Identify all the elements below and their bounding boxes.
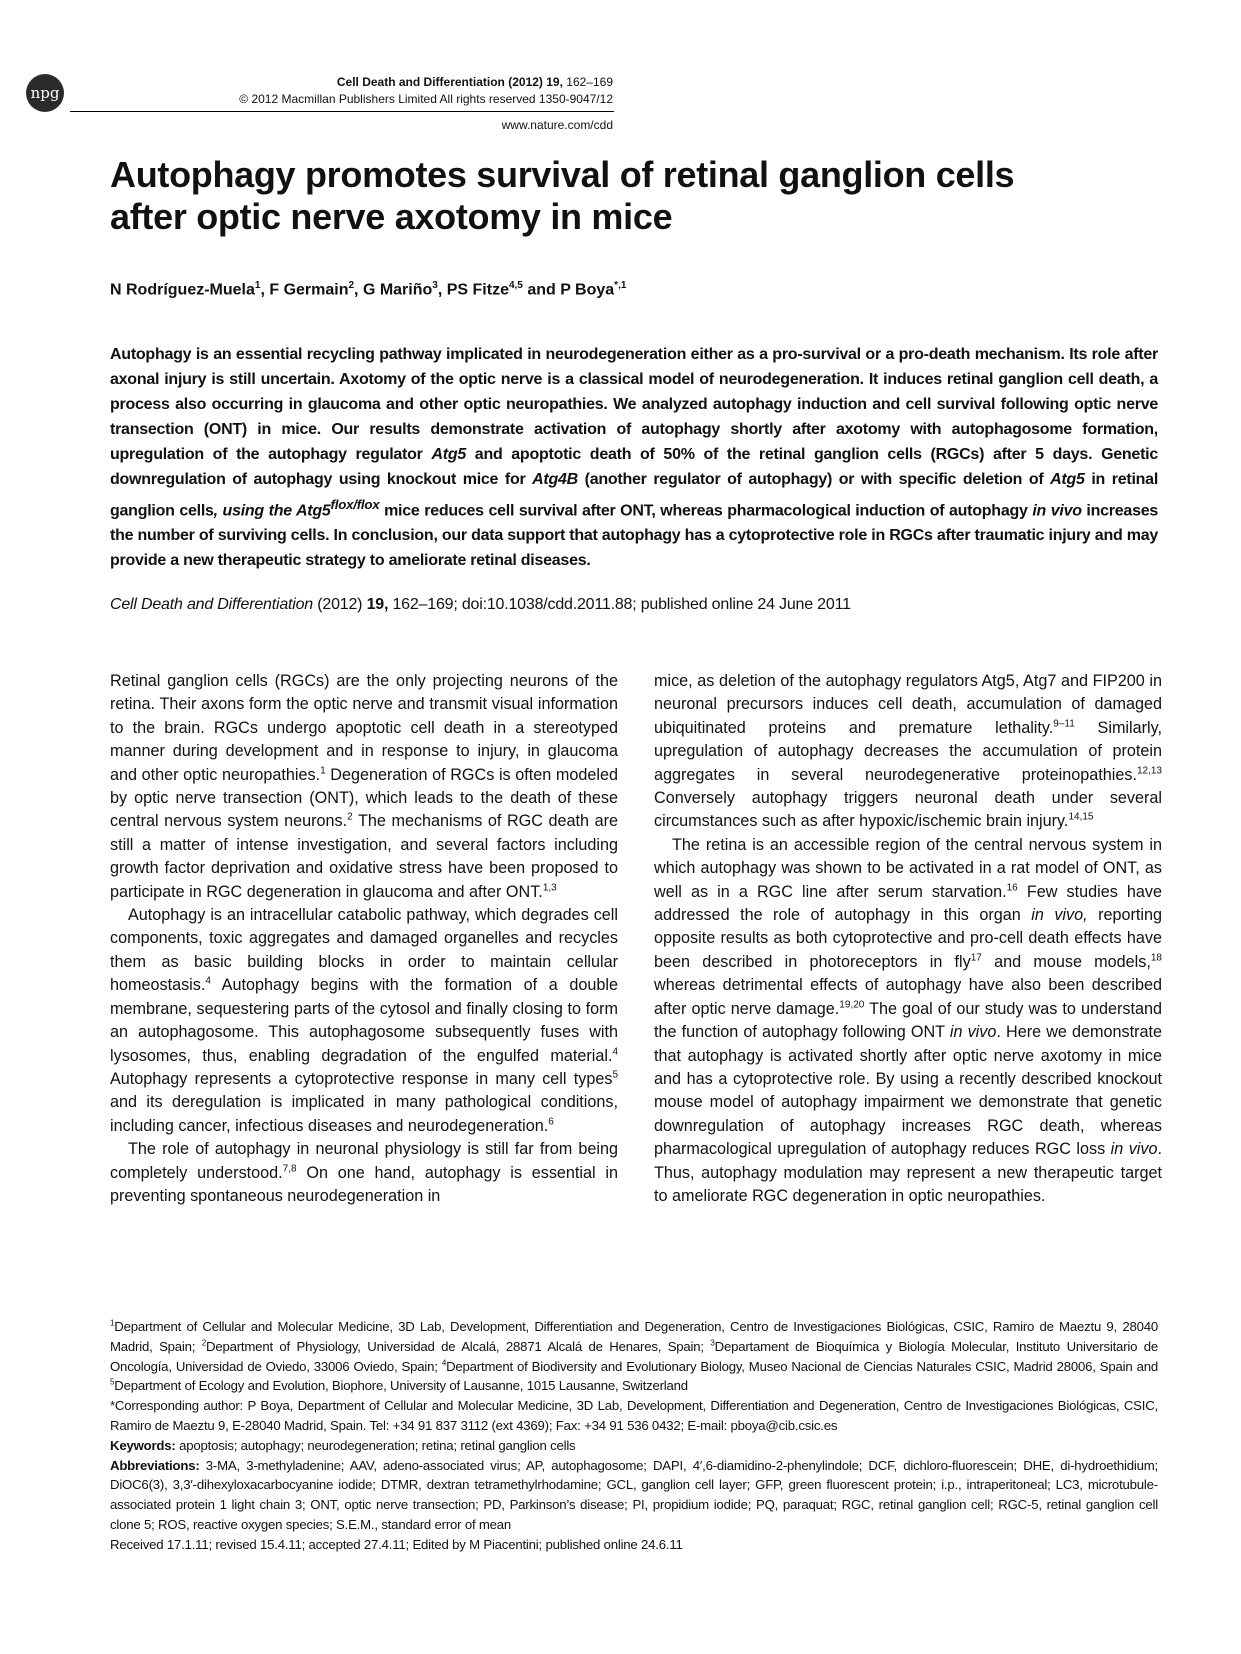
author-affiliation: 4,5	[508, 280, 523, 291]
reference-marker[interactable]: 5	[612, 1069, 618, 1081]
title-line-1: Autophagy promotes survival of retinal ganglion cells	[110, 154, 1015, 195]
affiliation-marker: 1	[110, 1318, 115, 1328]
body-text: The retina is an accessible region of the central nervous system in which autophagy was shown to be activated in a rat model of ONT, as well as in a RGC line after serum starvation.	[654, 835, 1162, 901]
abstract-gene: Atg4B	[532, 471, 578, 488]
author-list	[110, 280, 626, 299]
body-text: Few studies have addressed the role of autophagy in this organ	[654, 882, 1162, 925]
body-text: whereas detrimental effects of autophagy have also been described after optic nerve damage.	[654, 976, 1162, 1018]
affiliation-marker: 5	[110, 1378, 115, 1387]
author-separator: ,	[260, 281, 270, 299]
body-paragraph	[654, 670, 1162, 834]
author-affiliation: *,1	[614, 280, 627, 291]
affiliation-text: Department of Ecology and Evolution, Biophore, University of Lausanne, 1015 Lausanne, Switzerland	[114, 1378, 688, 1394]
abstract-text: in retinal ganglion cells	[110, 471, 1159, 520]
author-affiliation: 2	[348, 280, 355, 291]
body-text: reporting opposite results as both cytoprotective and pro-cell death effects have been described in photoreceptors in fly	[654, 906, 1162, 971]
abstract-gene: Atg5	[431, 446, 466, 463]
reference-marker[interactable]: 1	[320, 765, 326, 777]
affiliation-text: Department of Physiology, Universidad de Alcalá, 28871 Alcalá de Henares, Spain;	[206, 1338, 711, 1354]
body-text: On one hand, autophagy is essential in preventing spontaneous neurodegeneration in	[110, 1163, 618, 1205]
author-name: PS Fitze	[446, 281, 509, 299]
affiliations	[110, 1317, 1158, 1396]
citation-journal: Cell Death and Differentiation	[110, 596, 314, 613]
body-paragraph	[110, 904, 618, 1138]
citation-year: (2012)	[313, 596, 367, 613]
body-text: Autophagy is an intracellular catabolic pathway, which degrades cell components, toxic aggregates and damaged organelles and recycles them as basic building blocks in order to maintain cellular homeostasis.	[110, 906, 618, 995]
journal-year-volume: (2012) 19,	[508, 75, 563, 89]
journal-pages: 162–169	[562, 75, 613, 89]
body-column-left	[110, 670, 618, 1208]
abstract-text: increases the number of surviving cells. In conclusion, our data support that autophagy has a cytoprotective role in RGCs after traumatic injury and may provide a new therapeutic strategy to ameliorate retinal diseases.	[110, 502, 1159, 570]
body-text: mice, as deletion of the autophagy regulators Atg5, Atg7 and FIP200 in neuronal precursors induces cell death, accumulation of damaged ubiquitinated proteins and premature lethality.	[654, 672, 1162, 737]
affiliation-text: Departament de Bioquímica y Biología Molecular, Instituto Universitario de Oncología, Universidad de Oviedo, 33006 Oviedo, Spain;	[110, 1338, 1159, 1374]
abstract-gene: Atg5	[1050, 471, 1085, 488]
affiliation-marker: 4	[441, 1358, 447, 1368]
body-text: . Thus, autophagy modulation may represent a new therapeutic target to ameliorate RGC degeneration in optic neuropathies.	[654, 1140, 1163, 1205]
journal-url[interactable]: www.nature.com/cdd	[501, 118, 613, 132]
affiliation-marker: 3	[710, 1338, 715, 1348]
body-text: . Here we demonstrate that autophagy is activated shortly after optic nerve axotomy in mice and has a cytoprotective role. By using a recently described knockout mouse model of autophagy impairment we demonstrate that genetic downregulation of autophagy increases RGC death, whereas pharmacological upregulation of autophagy reduces RGC loss	[654, 1023, 1162, 1159]
abbreviations-label: Abbreviations:	[110, 1457, 200, 1473]
body-italic: in vivo	[949, 1023, 997, 1042]
logo-text: npg	[30, 84, 60, 102]
abbreviations	[110, 1456, 1158, 1535]
affiliation-text: Department of Cellular and Molecular Medicine, 3D Lab, Development, Differentiation and Degeneration, Centro de Investigaciones Biológicas, CSIC, Ramiro de Maeztu 9, 28040 Madrid, Spain;	[110, 1319, 1158, 1354]
abstract-text: and apoptotic death of 50% of the retinal ganglion cells (RGCs) after 5 days. Genetic downregulation of autophagy using knockout mice for	[110, 446, 1159, 488]
keywords-label: Keywords:	[110, 1437, 176, 1453]
reference-marker[interactable]: 1,3	[542, 882, 557, 894]
reference-marker[interactable]: 4	[612, 1046, 618, 1058]
reference-marker[interactable]: 4	[205, 975, 211, 987]
author-name: N Rodríguez-Muela	[110, 281, 255, 299]
reference-marker[interactable]: 14,15	[1068, 812, 1094, 824]
keywords-text: apoptosis; autophagy; neurodegeneration; retina; retinal ganglion cells	[175, 1437, 576, 1453]
affiliation-marker: 2	[201, 1338, 207, 1348]
copyright-line: © 2012 Macmillan Publishers Limited All rights reserved 1350-9047/12	[239, 92, 613, 106]
abstract-text: mice reduces cell survival after ONT, whereas pharmacological induction of autophagy	[379, 502, 1033, 520]
body-text: and its deregulation is implicated in many pathological conditions, including cancer, infectious diseases and neurodegeneration.	[110, 1093, 618, 1135]
abbreviations-text: 3-MA, 3-methyladenine; AAV, adeno-associated virus; AP, autophagosome; DAPI, 4′,6-diamidino-2-phenylindole; DCF, dichloro-fluorescein; DHE, di-hydroethidium; DiOC6(3), 3,3′-dihexyloxacarbocyanine iodide; DTMR, dextran tetramethylrhodamine; GCL, ganglion cell layer; GFP, green fluorescent protein; i.p., intraperitoneal; LC3, microtubule-associated protein 1 light chain 3; ONT, optic nerve transection; PD, Parkinson’s disease; PI, propidium iodide; PQ, paraquat; RGC, retinal ganglion cell; RGC-5, retinal ganglion cell clone 5; ROS, reactive oxygen species; S.E.M., standard error of mean	[110, 1457, 1158, 1532]
author-affiliation: 3	[432, 280, 438, 291]
author-separator: ,	[354, 281, 363, 299]
author-affiliation: 1	[254, 280, 261, 291]
body-text: Similarly, upregulation of autophagy decreases the accumulation of protein aggregates in several neurodegenerative proteinopathies.	[654, 718, 1162, 784]
author-separator: ,	[437, 281, 447, 299]
abstract	[110, 342, 1158, 573]
affiliation-text: Department of Biodiversity and Evolutionary Biology, Museo Nacional de Ciencias Naturales CSIC, Madrid 28006, Spain and	[446, 1358, 1158, 1374]
abstract-text: (another regulator of autophagy) or with specific deletion of	[577, 471, 1051, 488]
reference-marker[interactable]: 6	[548, 1116, 554, 1128]
author-name: F Germain	[269, 281, 349, 299]
reference-marker[interactable]: 2	[347, 812, 353, 824]
body-text: Autophagy begins with the formation of a double membrane, sequestering parts of the cytosol and finally closing to form an autophagosome. This autophagosome subsequently fuses with lysosomes, thus, enabling degradation of the engulfed material.	[110, 976, 618, 1065]
body-text: The role of autophagy in neuronal physiology is still far from being completely understood.	[110, 1140, 618, 1182]
body-paragraph	[654, 834, 1162, 1209]
journal-line	[239, 74, 613, 91]
reference-marker[interactable]: 19,20	[839, 999, 865, 1011]
reference-marker[interactable]: 16	[1006, 882, 1018, 894]
reference-marker[interactable]: 18	[1150, 952, 1162, 964]
body-text: The mechanisms of RGC death are still a matter of intense investigation, and several factors including growth factor deprivation and oxidative stress have been proposed to participate in RGC degeneration in glaucoma and after ONT.	[110, 812, 618, 901]
journal-header	[239, 74, 613, 108]
body-paragraph	[110, 670, 618, 904]
reference-marker[interactable]: 9–11	[1053, 718, 1075, 730]
abstract-text: , using the	[213, 502, 296, 520]
abstract-superscript: flox/flox	[330, 497, 380, 512]
body-text: Autophagy represents a cytoprotective response in many cell types	[110, 1069, 613, 1088]
article-title	[110, 154, 1150, 238]
author-separator: and	[522, 281, 561, 299]
body-italic: in vivo	[1110, 1140, 1158, 1159]
abstract-text: Autophagy is an essential recycling pathway implicated in neurodegeneration either as a pro-survival or a pro-death mechanism. Its role after axonal injury is still uncertain. Axotomy of the optic nerve is a classical model of neurodegeneration. It induces retinal ganglion cell death, a process also occurring in glaucoma and other optic neuropathies. We analyzed autophagy induction and cell survival following optic nerve transection (ONT) in mice. Our results demonstrate activation of autophagy shortly after axotomy with autophagosome formation, upregulation of the autophagy regulator	[110, 346, 1158, 463]
npg-logo	[26, 74, 64, 112]
keywords	[110, 1436, 1158, 1456]
received-dates: Received 17.1.11; revised 15.4.11; accepted 27.4.11; Edited by M Piacentini; published online 24.6.11	[110, 1536, 683, 1552]
abstract-italic: in vivo	[1032, 502, 1082, 520]
body-italic: in vivo,	[1031, 906, 1088, 925]
body-text: The goal of our study was to understand the function of autophagy following ONT	[654, 999, 1162, 1042]
body-text: Conversely autophagy triggers neuronal death under several circumstances such as after hypoxic/ischemic brain injury.	[654, 789, 1162, 831]
body-column-right	[654, 670, 1162, 1208]
author-name: G Mariño	[362, 281, 433, 299]
body-text: Degeneration of RGCs is often modeled by optic nerve transection (ONT), which leads to the death of these central nervous system neurons.	[110, 765, 618, 831]
header-rule	[70, 111, 614, 112]
body-text: Retinal ganglion cells (RGCs) are the only projecting neurons of the retina. Their axons form the optic nerve and transmit visual information to the brain. RGCs undergo apoptotic cell death in a stereotyped manner during development and in response to injury, in glaucoma and other optic neuropathies.	[110, 672, 618, 784]
body-paragraph	[110, 1138, 618, 1208]
abstract-gene: Atg5	[295, 502, 331, 520]
reference-marker[interactable]: 17	[970, 952, 982, 964]
reference-marker[interactable]: 12,13	[1136, 765, 1162, 777]
journal-name: Cell Death and Differentiation	[336, 75, 505, 89]
corresponding-author: *Corresponding author: P Boya, Department of Cellular and Molecular Medicine, 3D Lab, Development, Differentiation and Degeneration, Centro de Investigaciones Biológicas, CSIC, Ramiro de Maeztu 9, E-28040 Madrid, Spain. Tel: +34 91 837 3112 (ext 4369); Fax: +34 91 536 0432; E-mail: pboya@cib.csic.es	[110, 1398, 1158, 1433]
body-text: and mouse models,	[981, 952, 1151, 971]
footnotes	[110, 1317, 1158, 1555]
author-name: P Boya	[560, 281, 615, 299]
title-line-2: after optic nerve axotomy in mice	[110, 196, 673, 237]
reference-marker[interactable]: 7,8	[282, 1163, 297, 1175]
citation-line	[110, 596, 851, 614]
citation-volume: 19,	[366, 596, 389, 613]
citation-doi[interactable]: 162–169; doi:10.1038/cdd.2011.88; published online 24 June 2011	[388, 596, 851, 613]
